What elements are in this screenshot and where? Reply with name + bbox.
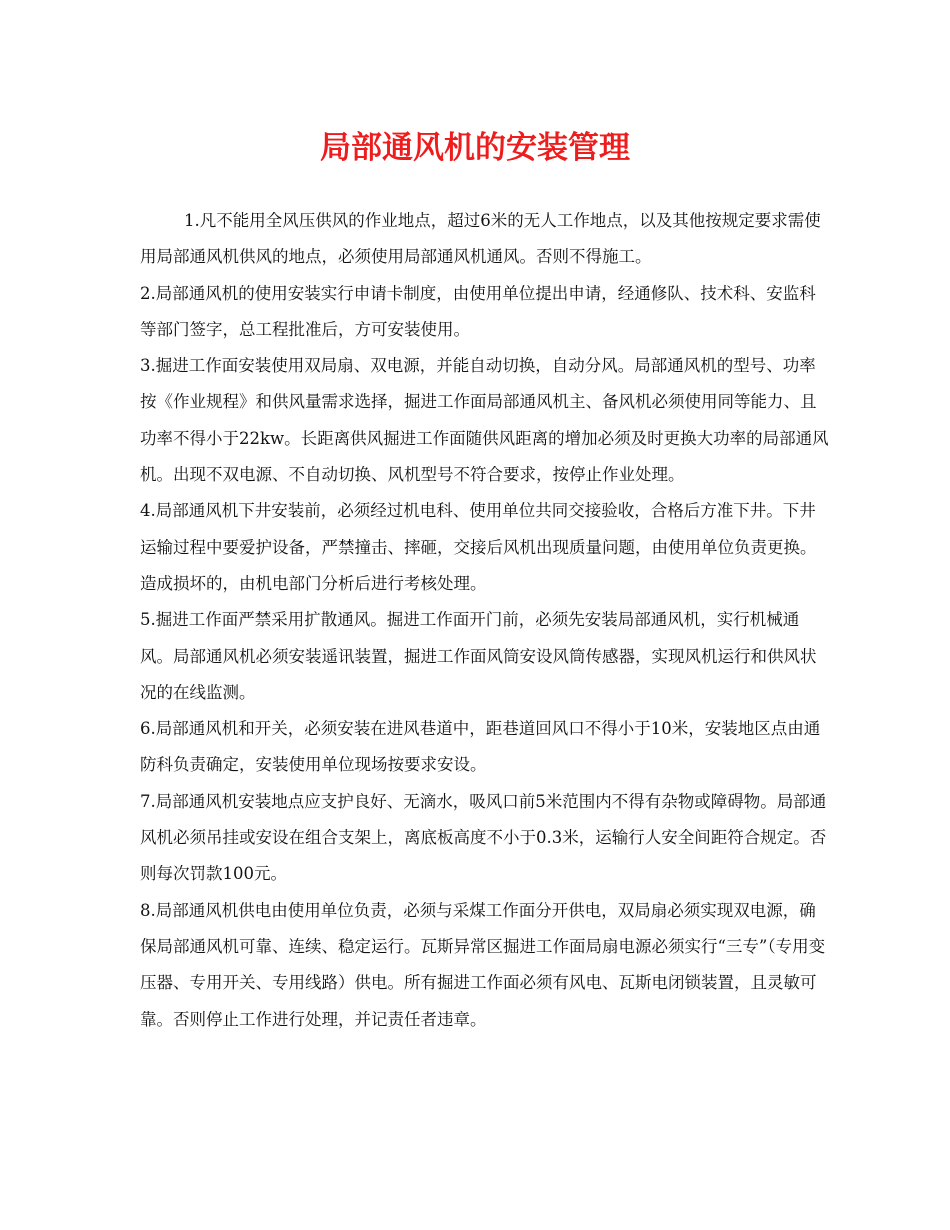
paragraph-8: 8.局部通风机供电由使用单位负责，必须与采煤工作面分开供电，双局扇必须实现双电源，确保局部通风机可靠、连续、稳定运行。瓦斯异常区掘进工作面局扇电源必须实行“三专”（专用变压器、专用开关、专用线路）供电。所有掘进工作面必须有风电、瓦斯电闭锁装置，且灵敏可靠。否则停止工作进行处理，并记责任者违章。 — [140, 900, 826, 1029]
paragraph-3: 3.掘进工作面安装使用双局扇、双电源，并能自动切换，自动分风。局部通风机的型号、功率按《作业规程》和供风量需求选择，掘进工作面局部通风机主、备风机必须使用同等能力、且功率不得小于22kw。长距离供风掘进工作面随供风距离的增加必须及时更换大功率的局部通风机。出现不双电源、不自动切换、风机型号不符合要求，按停止作业处理。 — [140, 356, 829, 485]
document-title: 局部通风机的安装管理 — [320, 130, 630, 166]
paragraph-6: 6.局部通风机和开关，必须安装在进风巷道中，距巷道回风口不得小于10米，安装地区点由通防科负责确定，安装使用单位现场按要求安设。 — [140, 719, 821, 775]
document-body — [140, 203, 830, 1038]
paragraph-4: 4.局部通风机下井安装前，必须经过机电科、使用单位共同交接验收，合格后方准下井。下井运输过程中要爱护设备，严禁撞击、摔砸，交接后风机出现质量问题，由使用单位负责更换。造成损坏的，由机电部门分析后进行考核处理。 — [140, 501, 817, 593]
paragraph-7: 7.局部通风机安装地点应支护良好、无滴水，吸风口前5米范围内不得有杂物或障碍物。局部通风机必须吊挂或安设在组合支架上，离底板高度不小于0.3米，运输行人安全间距符合规定。否则每次罚款100元。 — [140, 791, 827, 884]
paragraph-1: 1.凡不能用全风压供风的作业地点，超过6米的无人工作地点，以及其他按规定要求需使用局部通风机供风的地点，必须使用局部通风机通风。否则不得施工。 — [140, 211, 821, 267]
paragraph-5: 5.掘进工作面严禁采用扩散通风。掘进工作面开门前，必须先安装局部通风机，实行机械通风。局部通风机必须安装遥讯装置，掘进工作面风筒安设风筒传感器，实现风机运行和供风状况的在线监测。 — [140, 610, 817, 702]
paragraph-2: 2.局部通风机的使用安装实行申请卡制度，由使用单位提出申请，经通修队、技术科、安监科等部门签字，总工程批准后，方可安装使用。 — [140, 283, 816, 339]
